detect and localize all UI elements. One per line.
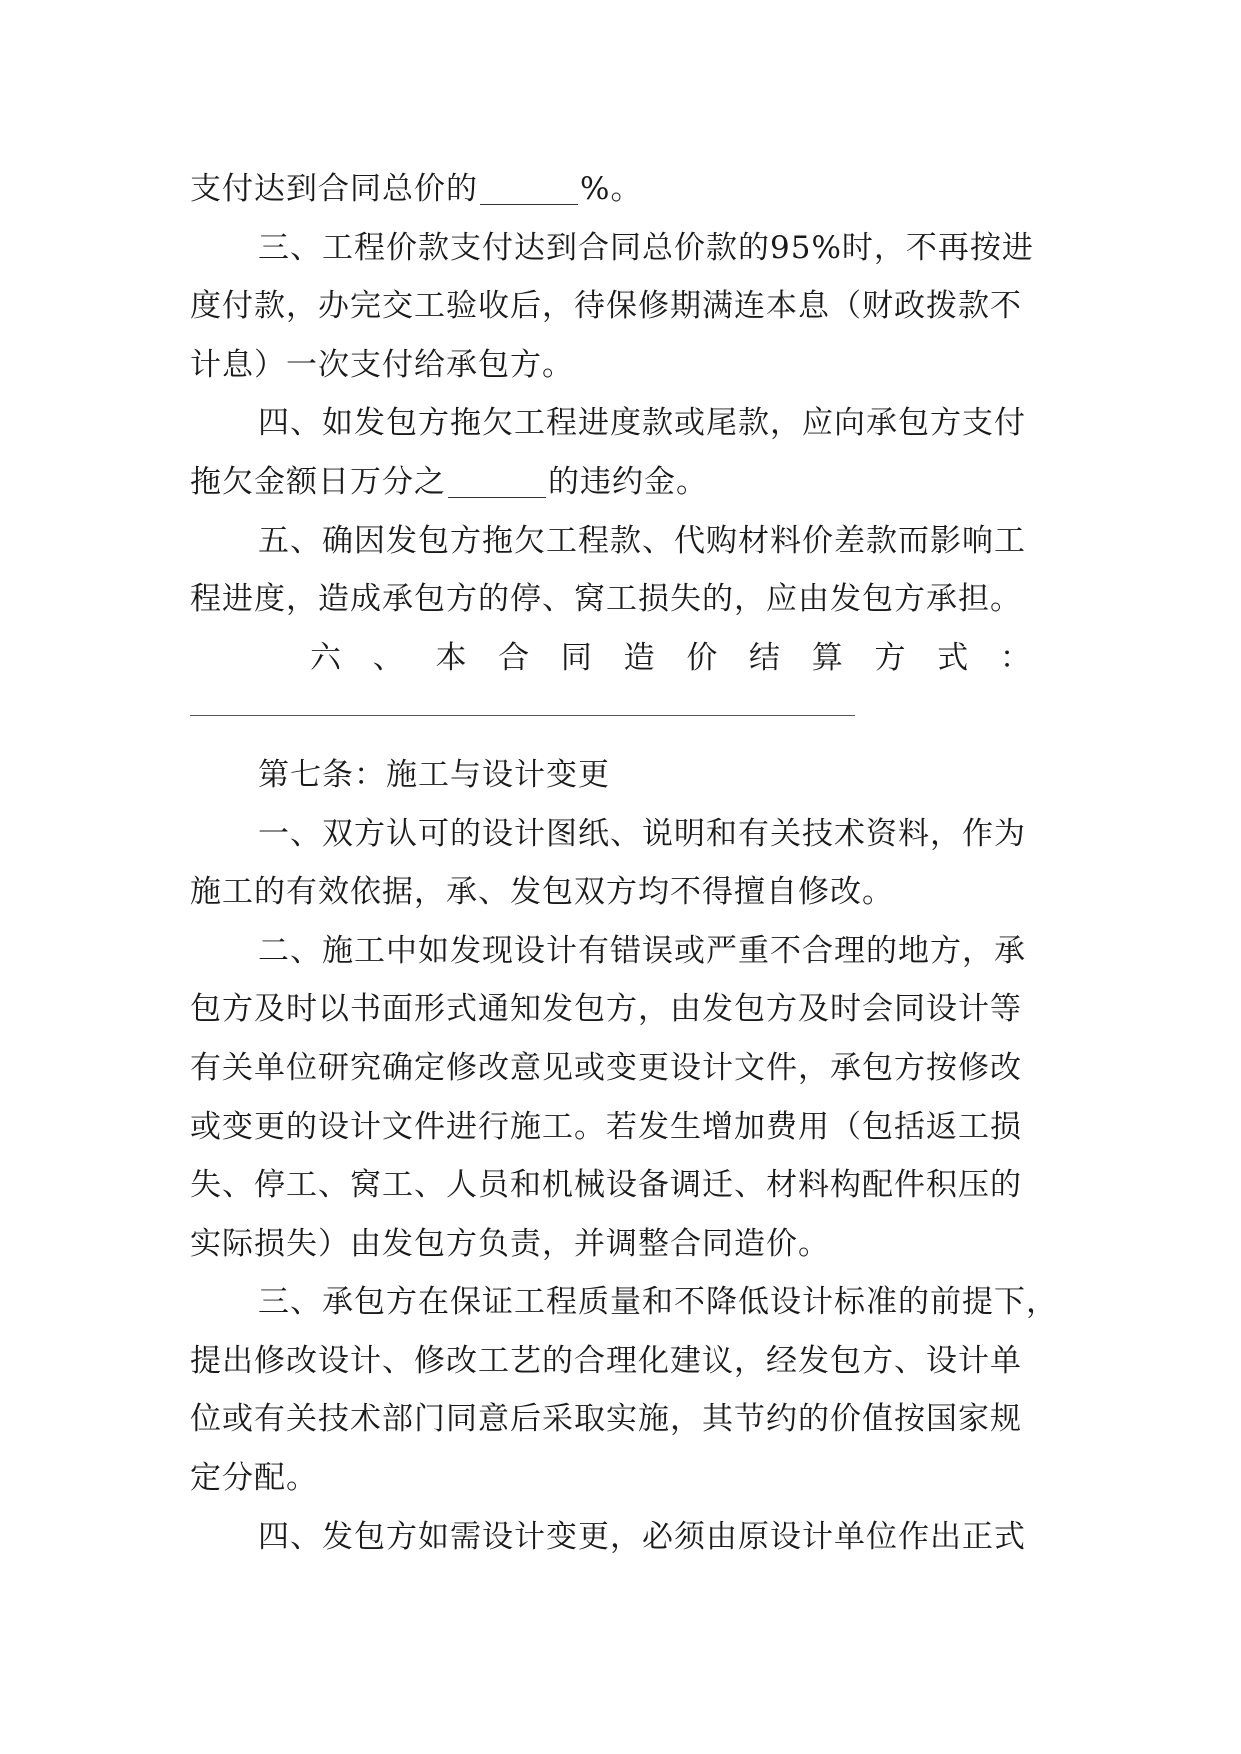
paragraph-line: 四、如发包方拖欠工程进度款或尾款，应向承包方支付 — [258, 405, 1026, 442]
fill-in-blank — [448, 465, 546, 498]
char: 本 — [435, 639, 468, 676]
fill-in-blank-line — [190, 687, 1052, 746]
char: 价 — [686, 639, 719, 676]
paragraph-line: 有关单位研究确定修改意见或变更设计文件，承包方按修改 — [190, 1049, 1022, 1086]
char: 方 — [874, 639, 907, 676]
paragraph-line: 位或有关技术部门同意后采取实施，其节约的价值按国家规 — [190, 1401, 1022, 1438]
paragraph-line: 或变更的设计文件进行施工。若发生增加费用（包括返工损 — [190, 1108, 1022, 1145]
paragraph-line: 五、确因发包方拖欠工程款、代购材料价差款而影响工 — [258, 522, 1026, 559]
char: 同 — [560, 639, 593, 676]
paragraph-line: 计息）一次支付给承包方。 — [190, 346, 574, 383]
article-heading: 第七条：施工与设计变更 — [258, 756, 610, 793]
paragraph-line: 失、停工、窝工、人员和机械设备调迁、材料构配件积压的 — [190, 1167, 1022, 1204]
paragraph-line: 一、双方认可的设计图纸、说明和有关技术资料，作为 — [258, 815, 1026, 852]
paragraph-line: 三、承包方在保证工程质量和不降低设计标准的前提下， — [258, 1284, 1058, 1321]
char: 六 — [310, 639, 342, 676]
paragraph-line: 施工的有效依据，承、发包双方均不得擅自修改。 — [190, 874, 894, 911]
document-body — [190, 160, 1058, 1566]
text-run: 的违约金。 — [548, 463, 708, 500]
paragraph-line: 实际损失）由发包方负责，并调整合同造价。 — [190, 1225, 830, 1262]
paragraph-line: 四、发包方如需设计变更，必须由原设计单位作出正式 — [258, 1518, 1026, 1555]
paragraph-line: 度付款，办完交工验收后，待保修期满连本息（财政拨款不 — [190, 288, 1022, 325]
paragraph-line: 提出修改设计、修改工艺的合理化建议，经发包方、设计单 — [190, 1342, 1022, 1379]
paragraph-line: 包方及时以书面形式通知发包方，由发包方及时会同设计等 — [190, 991, 1022, 1028]
text-run: %。 — [580, 171, 643, 207]
char: 造 — [623, 639, 656, 676]
paragraph-line: 定分配。 — [190, 1460, 318, 1497]
paragraph-line — [190, 160, 1052, 219]
char: ： — [999, 639, 1032, 676]
blank-underline — [190, 715, 855, 716]
paragraph-line: 二、施工中如发现设计有错误或严重不合理的地方，承 — [258, 932, 1026, 969]
paragraph-line: 程进度，造成承包方的停、窝工损失的，应由发包方承担。 — [190, 581, 1022, 618]
paragraph-line: 三、工程价款支付达到合同总价款的95%时，不再按进 — [258, 229, 1034, 266]
char: 、 — [372, 639, 405, 676]
char: 算 — [811, 639, 844, 676]
text-run: 支付达到合同总价的 — [190, 171, 478, 207]
char: 结 — [749, 639, 782, 676]
settlement-method-line — [190, 629, 1052, 688]
text-run: 拖欠金额日万分之 — [190, 463, 446, 500]
paragraph-line — [190, 453, 1052, 512]
char: 式 — [937, 639, 970, 676]
fill-in-blank — [480, 172, 578, 205]
char: 合 — [498, 639, 531, 676]
